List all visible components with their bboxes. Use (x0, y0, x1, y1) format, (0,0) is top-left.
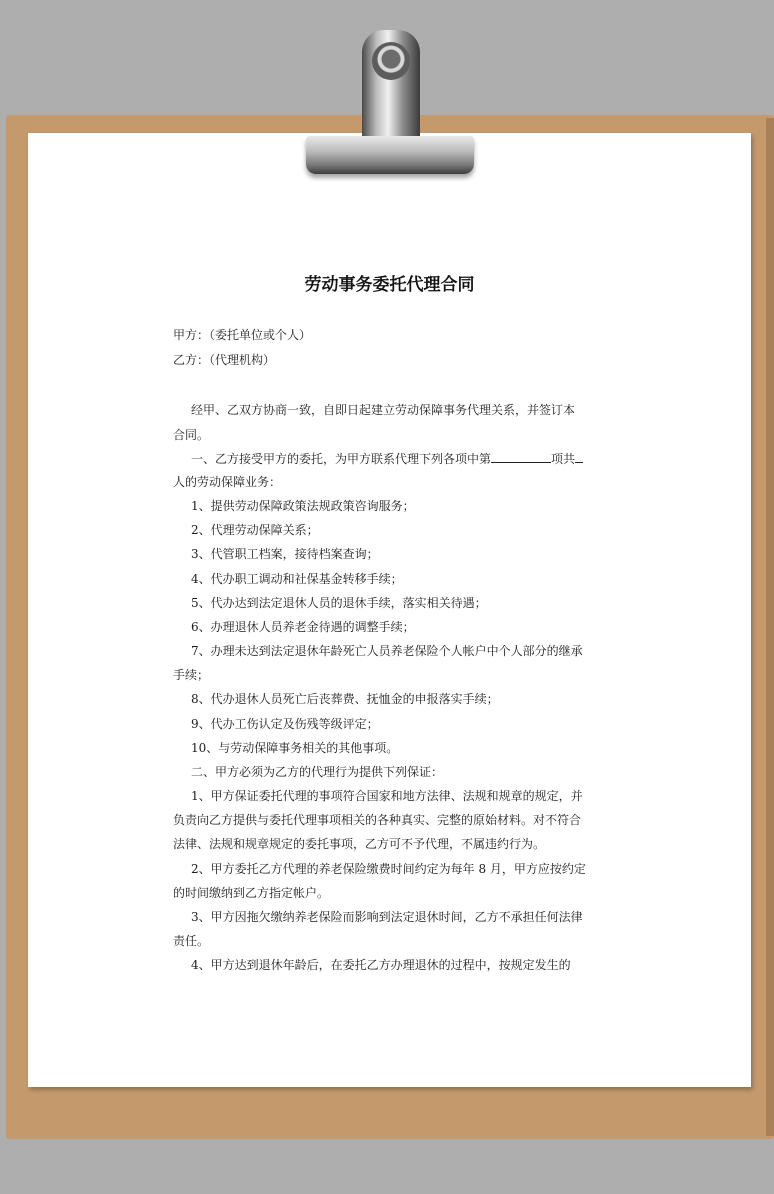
guarantee-item-cont: 负责向乙方提供与委托代理事项相关的各种真实、完整的原始材料。对不符合 (173, 813, 582, 827)
clip-ring (372, 42, 410, 80)
guarantee-item-cont: 责任。 (173, 934, 210, 948)
guarantee-item: 2、甲方委托乙方代理的养老保险缴费时间约定为每年 8 月，甲方应按约定 (191, 862, 586, 876)
section-2-heading: 二、甲方必须为乙方的代理行为提供下列保证： (191, 765, 444, 779)
list-item: 6、办理退休人员养老金待遇的调整手续； (191, 620, 415, 634)
party-b-line: 乙方：（代理机构） (173, 353, 276, 367)
paragraph-intro: 经甲、乙双方协商一致，自即日起建立劳动保障事务代理关系，并签订本 (191, 403, 576, 417)
list-item: 7、办理未达到法定退休年龄死亡人员养老保险个人帐户中个人部分的继承 (191, 644, 583, 658)
list-item: 10、与劳动保障事务相关的其他事项。 (191, 741, 399, 755)
blank-line (491, 451, 551, 463)
section-1-heading (191, 451, 631, 467)
clipboard-edge (766, 118, 774, 1136)
list-item: 1、提供劳动保障政策法规政策咨询服务； (191, 499, 415, 513)
section-1-mid: 项共 (551, 452, 576, 466)
party-a-line: 甲方：（委托单位或个人） (173, 328, 312, 342)
guarantee-item: 3、甲方因拖欠缴纳养老保险而影响到法定退休时间，乙方不承担任何法律 (191, 910, 583, 924)
section-1-text: 一、乙方接受甲方的委托，为甲方联系代理下列各项中第 (191, 452, 492, 466)
list-item: 8、代办退休人员死亡后丧葬费、抚恤金的申报落实手续； (191, 692, 499, 706)
paragraph-intro-cont: 合同。 (173, 428, 210, 442)
clip-plate (306, 136, 474, 174)
guarantee-item-cont: 法律、法规和规章规定的委托事项，乙方可不予代理，不属违约行为。 (173, 837, 546, 851)
list-item-cont: 手续； (173, 668, 210, 682)
list-item: 5、代办达到法定退休人员的退休手续，落实相关待遇； (191, 596, 487, 610)
list-item: 9、代办工伤认定及伤残等级评定； (191, 717, 379, 731)
section-1-cont: 人的劳动保障业务： (173, 475, 282, 489)
list-item: 4、代办职工调动和社保基金转移手续； (191, 572, 403, 586)
list-item: 2、代理劳动保障关系； (191, 523, 319, 537)
guarantee-item-cont: 的时间缴纳到乙方指定帐户。 (173, 886, 330, 900)
list-item: 3、代管职工档案，接待档案查询； (191, 547, 379, 561)
guarantee-item: 4、甲方达到退休年龄后，在委托乙方办理退休的过程中，按规定发生的 (191, 958, 571, 972)
guarantee-item: 1、甲方保证委托代理的事项符合国家和地方法律、法规和规章的规定，并 (191, 789, 583, 803)
blank-line (575, 451, 583, 463)
document-title: 劳动事务委托代理合同 (304, 275, 475, 295)
